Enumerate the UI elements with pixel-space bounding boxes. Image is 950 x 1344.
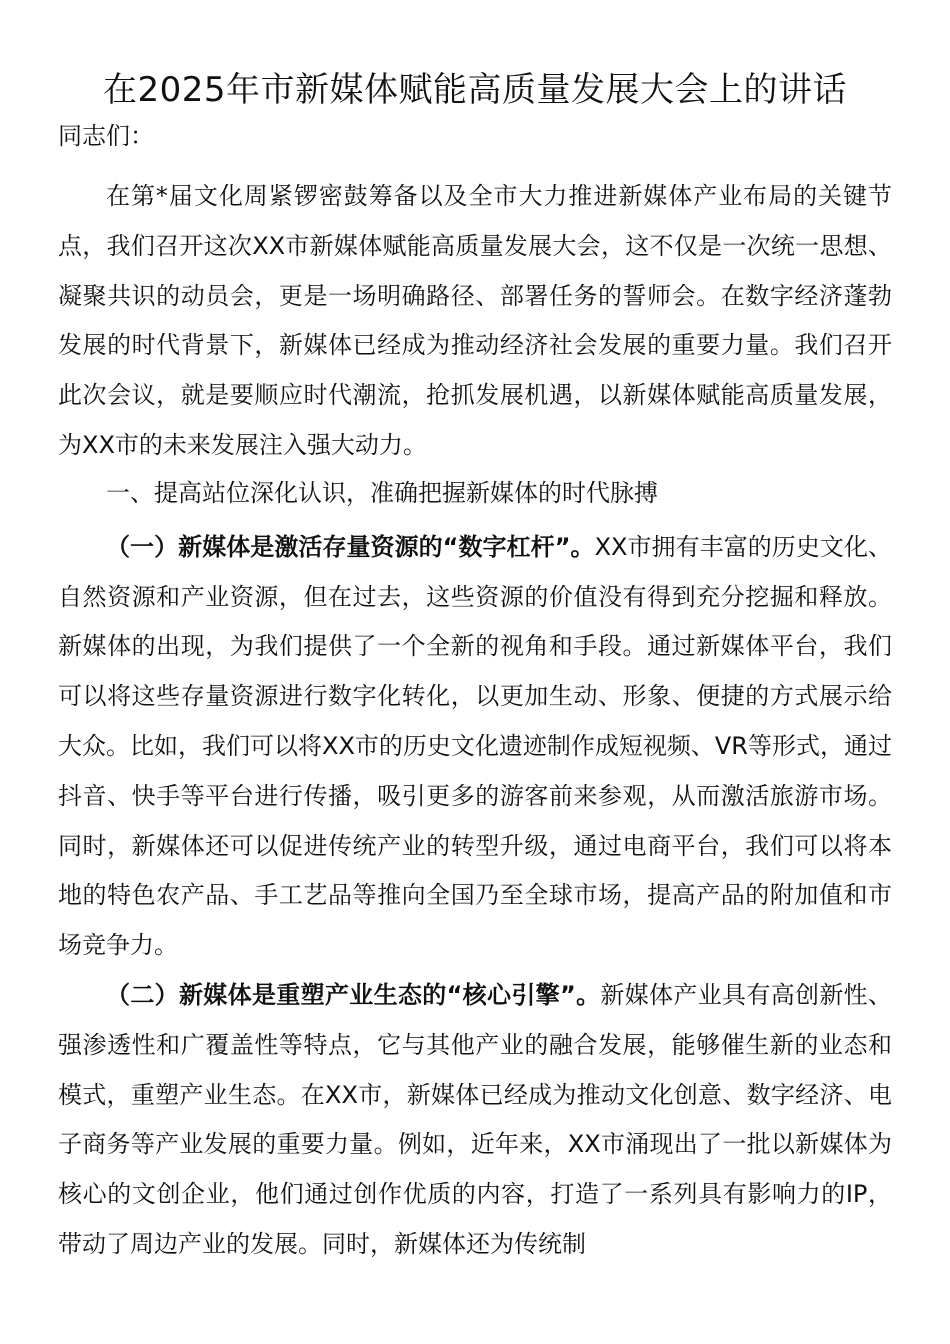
intro-paragraph: 在第*届文化周紧锣密鼓筹备以及全市大力推进新媒体产业布局的关键节点，我们召开这次XX市新媒体赋能高质量发展大会，这不仅是一次统一思想、凝聚共识的动员会，更是一场明确路径、部署任务的誓师会。在数字经济蓬勃发展的时代背景下，新媒体已经成为推动经济社会发展的重要力量。我们召开此次会议，就是要顺应时代潮流，抢抓发展机遇，以新媒体赋能高质量发展，为XX市的未来发展注入强大动力。 <box>58 182 892 459</box>
point-paragraph-1 <box>58 523 892 971</box>
document-page <box>58 62 892 1270</box>
point-1-body: XX市拥有丰富的历史文化、自然资源和产业资源，但在过去，这些资源的价值没有得到充分挖掘和释放。新媒体的出现，为我们提供了一个全新的视角和手段。通过新媒体平台，我们可以将这些存量资源进行数字化转化，以更加生动、形象、便捷的方式展示给大众。比如，我们可以将XX市的历史文化遗迹制作成短视频、VR等形式，通过抖音、快手等平台进行传播，吸引更多的游客前来参观，从而激活旅游市场。同时，新媒体还可以促进传统产业的转型升级，通过电商平台，我们可以将本地的特色农产品、手工艺品等推向全国乃至全球市场，提高产品的附加值和市场竞争力。 <box>58 532 892 960</box>
point-2-heading: （二）新媒体是重塑产业生态的“核心引擎”。 <box>106 980 601 1009</box>
salutation: 同志们： <box>58 122 154 150</box>
document-title: 在2025年市新媒体赋能高质量发展大会上的讲话 <box>102 70 848 110</box>
point-paragraph-2 <box>58 971 892 1270</box>
section-heading-1: 一、提高站位深化认识，准确把握新媒体的时代脉搏 <box>106 478 658 507</box>
point-1-heading: （一）新媒体是激活存量资源的“数字杠杆”。 <box>106 532 595 561</box>
point-2-body: 新媒体产业具有高创新性、强渗透性和广覆盖性等特点，它与其他产业的融合发展，能够催生新的业态和模式，重塑产业生态。在XX市，新媒体已经成为推动文化创意、数字经济、电子商务等产业发展的重要力量。例如，近年来，XX市涌现出了一批以新媒体为核心的文创企业，他们通过创作优质的内容，打造了一系列具有影响力的IP，带动了周边产业的发展。同时，新媒体还为传统制 <box>58 980 892 1258</box>
